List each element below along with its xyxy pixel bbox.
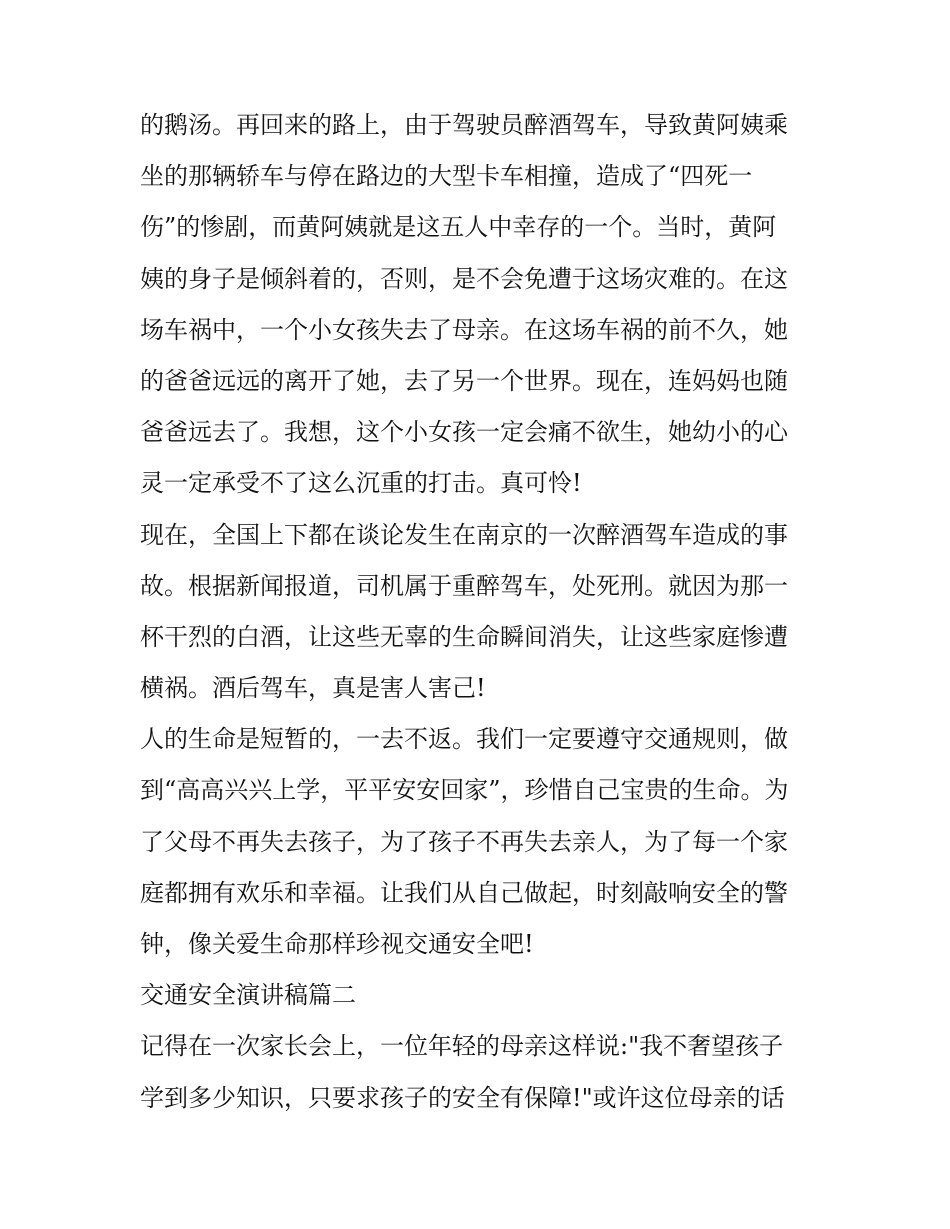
- text-line: 的鹅汤。再回来的路上，由于驾驶员醉酒驾车，导致黄阿姨乘: [140, 111, 788, 139]
- text-line: 的爸爸远远的离开了她，去了另一个世界。现在，连妈妈也随: [140, 366, 788, 395]
- text-line: 场车祸中，一个小女孩失去了母亲。在这场车祸的前不久，她: [140, 315, 788, 344]
- text-line: 钟，像关爱生命那样珍视交通安全吧!: [140, 930, 534, 958]
- text-line: 记得在一次家长会上，一位年轻的母亲这样说:"我不奢望孩子: [140, 1032, 784, 1061]
- text-line: 到“高高兴兴上学，平平安安回家”，珍惜自己宝贵的生命。为: [140, 776, 789, 805]
- text-line: 爸爸远去了。我想，这个小女孩一定会痛不欲生，她幼小的心: [140, 418, 788, 447]
- text-line: 人的生命是短暂的，一去不返。我们一定要遵守交通规则，做: [140, 725, 788, 754]
- text-line: 现在，全国上下都在谈论发生在南京的一次醉酒驾车造成的事: [140, 520, 788, 549]
- text-line: 坐的那辆轿车与停在路边的大型卡车相撞，造成了“四死一: [140, 162, 753, 191]
- text-line: 横祸。酒后驾车，真是害人害己!: [140, 674, 486, 703]
- text-line: 庭都拥有欢乐和幸福。让我们从自己做起，时刻敲响安全的警: [140, 878, 788, 907]
- text-line: 姨的身子是倾斜着的，否则，是不会免遭于这场灾难的。在这: [140, 264, 788, 293]
- section-heading: 交通安全演讲稿篇二: [140, 981, 356, 1010]
- text-line: 杯干烈的白酒，让这些无辜的生命瞬间消失，让这些家庭惨遭: [140, 622, 788, 651]
- text-line: 故。根据新闻报道，司机属于重醉驾车，处死刑。就因为那一: [140, 571, 788, 600]
- text-line: 灵一定承受不了这么沉重的打击。真可怜!: [140, 469, 582, 498]
- text-line: 了父母不再失去孩子，为了孩子不再失去亲人，为了每一个家: [140, 827, 788, 856]
- text-line: 学到多少知识，只要求孩子的安全有保障!"或许这位母亲的话: [140, 1083, 785, 1112]
- body-text: [140, 100, 820, 1124]
- text-line: 伤”的惨剧，而黄阿姨就是这五人中幸存的一个。当时，黄阿: [140, 213, 777, 242]
